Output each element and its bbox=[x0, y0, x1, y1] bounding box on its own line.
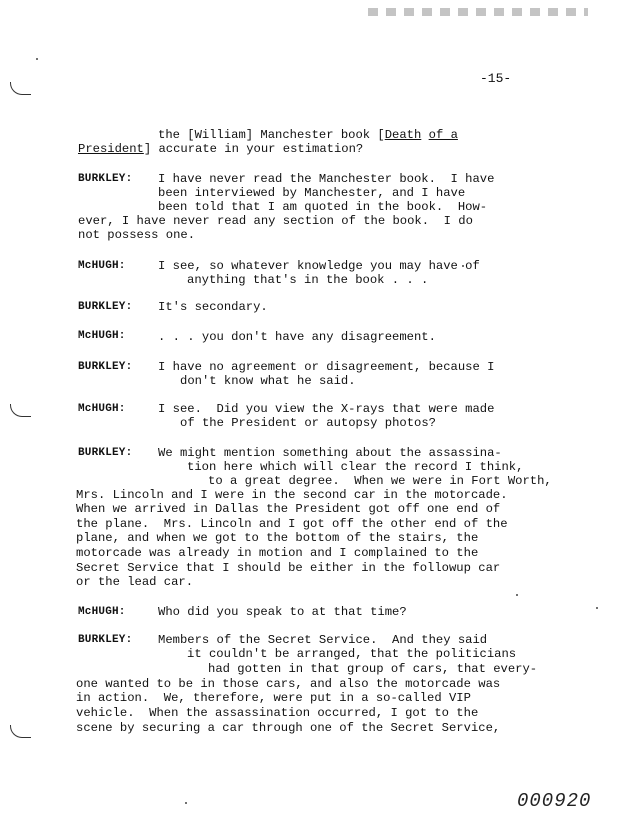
dialogue-line: it couldn't be arranged, that the politicians bbox=[187, 647, 517, 661]
dialogue-line: been interviewed by Manchester, and I have bbox=[158, 186, 466, 200]
dialogue-line: vehicle. When the assassination occurred, I got to the bbox=[76, 706, 479, 720]
dialogue-line: the plane. Mrs. Lincoln and I got off the other end of the bbox=[76, 517, 508, 531]
dialogue-line: Who did you speak to at that time? bbox=[158, 605, 407, 619]
dialogue-line: tion here which will clear the record I think, bbox=[187, 460, 524, 474]
dialogue-line: scene by securing a car through one of the Secret Service, bbox=[76, 721, 501, 735]
dialogue-line: Secret Service that I should be either in the followup car bbox=[76, 561, 501, 575]
dialogue-line: had gotten in that group of cars, that every- bbox=[208, 662, 538, 676]
scan-speck bbox=[185, 802, 187, 804]
dialogue-line: not possess one. bbox=[78, 228, 196, 242]
dialogue-line: We might mention something about the assassina- bbox=[158, 446, 502, 460]
dialogue-line: I see. Did you view the X-rays that were made bbox=[158, 402, 495, 416]
book-title-part: President bbox=[78, 142, 144, 156]
intro-line-1 bbox=[158, 128, 458, 142]
dialogue-line: to a great degree. When we were in Fort Worth, bbox=[208, 474, 552, 488]
speaker-label: BURKLEY: bbox=[78, 173, 133, 185]
speaker-label: McHUGH: bbox=[78, 330, 126, 342]
binder-mark bbox=[10, 82, 31, 95]
dialogue-line: . . . you don't have any disagreement. bbox=[158, 330, 436, 344]
binder-mark bbox=[10, 725, 31, 738]
speaker-label: McHUGH: bbox=[78, 606, 126, 618]
binder-mark bbox=[10, 404, 31, 417]
speaker-label: McHUGH: bbox=[78, 260, 126, 272]
scan-speck bbox=[516, 594, 518, 596]
dialogue-line: Mrs. Lincoln and I were in the second car in the motorcade. bbox=[76, 488, 508, 502]
dialogue-line: I have never read the Manchester book. I have bbox=[158, 172, 495, 186]
speaker-label: McHUGH: bbox=[78, 403, 126, 415]
speaker-label: BURKLEY: bbox=[78, 301, 133, 313]
book-title-part: of a bbox=[428, 128, 458, 142]
dialogue-line: When we arrived in Dallas the President got off one end of bbox=[76, 502, 501, 516]
document-stamp-number: 000920 bbox=[517, 790, 592, 812]
dialogue-line: of the President or autopsy photos? bbox=[180, 416, 436, 430]
dialogue-line: or the lead car. bbox=[76, 575, 194, 589]
dialogue-line: I see, so whatever knowledge you may have of bbox=[158, 259, 480, 273]
header-scan-artifact bbox=[368, 8, 588, 16]
dialogue-line: I have no agreement or disagreement, because I bbox=[158, 360, 495, 374]
dialogue-line: don't know what he said. bbox=[180, 374, 356, 388]
dialogue-line: in action. We, therefore, were put in a so-called VIP bbox=[76, 691, 471, 705]
dialogue-line: anything that's in the book . . . bbox=[187, 273, 429, 287]
intro-text: ] accurate in your estimation? bbox=[143, 142, 364, 156]
scan-speck bbox=[36, 58, 38, 60]
dialogue-line: plane, and when we got to the bottom of the stairs, the bbox=[76, 531, 479, 545]
dialogue-line: one wanted to be in those cars, and also the motorcade was bbox=[76, 677, 501, 691]
speaker-label: BURKLEY: bbox=[78, 361, 133, 373]
dialogue-line: ever, I have never read any section of the book. I do bbox=[78, 214, 473, 228]
dialogue-line: It's secondary. bbox=[158, 300, 268, 314]
scan-speck bbox=[596, 607, 598, 609]
speaker-label: BURKLEY: bbox=[78, 447, 133, 459]
dialogue-line: been told that I am quoted in the book. How- bbox=[158, 200, 488, 214]
book-title-part: Death bbox=[384, 128, 422, 142]
intro-text: the [William] Manchester book [ bbox=[158, 128, 385, 142]
speaker-label: BURKLEY: bbox=[78, 634, 133, 646]
dialogue-line: Members of the Secret Service. And they said bbox=[158, 633, 488, 647]
dialogue-line: motorcade was already in motion and I complained to the bbox=[76, 546, 479, 560]
intro-space bbox=[421, 128, 428, 142]
intro-line-2 bbox=[78, 142, 363, 156]
page-number: -15- bbox=[480, 71, 512, 86]
